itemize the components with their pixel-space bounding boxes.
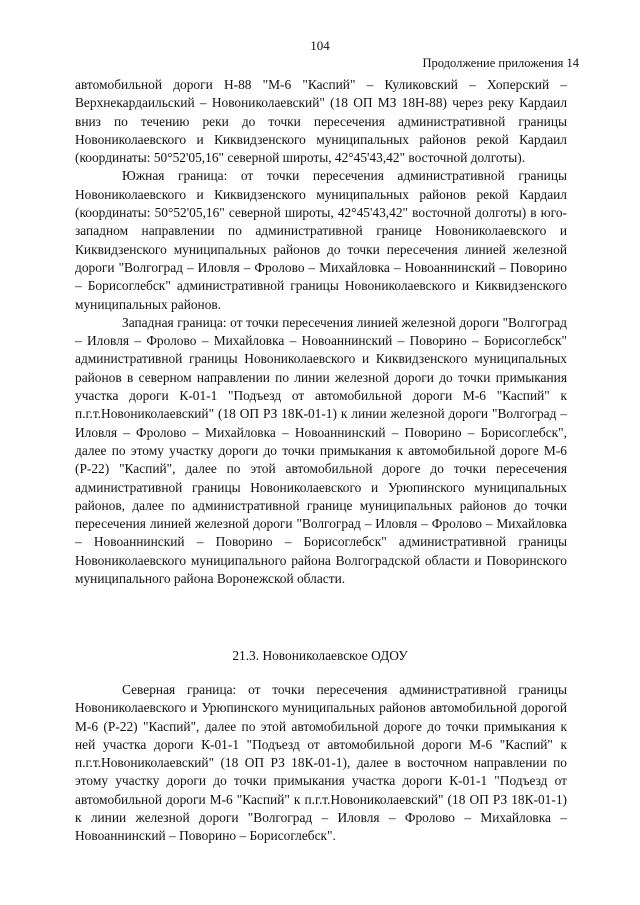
paragraph-southern-border: Южная граница: от точки пересечения административной границы Новониколаевского и Киквидзенского муниципальных районов рекой Кардаил (координаты: 50°52'05,16" северной широты, 42°45'43,42" восточной долготы) в юго-западном направлении по административной границе Новониколаевского и Киквидзенского муниципальных районов до точки пересечения линией железной дороги "Волгоград – Иловля – Фролово – Михайловка – Новоаннинский – Поворино – Борисоглебск" административной границы Новониколаевского и Киквидзенского муниципальных районов.	[75, 168, 567, 312]
page-number: 104	[310, 38, 330, 53]
paragraph-western-border: Западная граница: от точки пересечения линией железной дороги "Волгоград – Иловля – Фролово – Михайловка – Новоаннинский – Поворино – Борисоглебск" административной границы Новониколаевского и Киквидзенского муниципальных районов в северном направлении по линии железной дороги до точки примыкания участка дороги К-01-1 "Подъезд от автомобильной дороги М-6 "Каспий" к п.г.т.Новониколаевский" (18 ОП РЗ 18К-01-1) к линии железной дороги "Волгоград – Иловля – Фролово – Михайловка – Новоаннинский – Поворино – Борисоглебск", далее по этому участку дороги до точки примыкания к автомобильной дороге М-6 (Р-22) "Каспий", далее по этой автомобильной дороге до точки пересечения административной границы Новониколаевского и Урюпинского муниципальных районов, далее по административной границе муниципальных районов до точки пересечения линией железной дороги "Волгоград – Иловля – Фролово – Михайловка – Новоаннинский – Поворино – Борисоглебск" административной границы Новониколаевского муниципального района Волгоградской области и Поворинского муниципального района Воронежской области.	[75, 314, 567, 587]
section-heading: 21.3. Новониколаевское ОДОУ	[232, 648, 408, 663]
body-text-top	[75, 76, 567, 588]
paragraph-northern-border: Северная граница: от точки пересечения административной границы Новониколаевского и Урюпинского муниципальных районов автомобильной дорогой М-6 (Р-22) "Каспий", далее по этой автомобильной дороге до точки примыкания к ней участка дороги К-01-1 "Подъезд от автомобильной дороги М-6 "Каспий" к п.г.т.Новониколаевский" (18 ОП РЗ 18К-01-1), далее в восточном направлении по этому участку дороги до точки примыкания участка дороги К-01-1 "Подъезд от автомобильной дороги М-6 "Каспий" к п.г.т.Новониколаевский" (18 ОП РЗ 18К-01-1) к линии железной дороги "Волгоград – Иловля – Фролово – Михайловка – Новоаннинский – Поворино – Борисоглебск".	[75, 682, 567, 844]
continuation-label: Продолжение приложения 14	[422, 56, 579, 70]
paragraph-continuation: автомобильной дороги Н-88 "М-6 "Каспий" – Куликовский – Хоперский – Верхнекардаильский – Новониколаевский" (18 ОП МЗ 18Н-88) через реку Кардаил вниз по течению реки до точки пересечения административной границы Новониколаевского и Киквидзенского муниципальных районов рекой Кардаил (координаты: 50°52'05,16" северной широты, 42°45'43,42" восточной долготы).	[75, 77, 567, 166]
body-text-bottom	[75, 681, 567, 846]
